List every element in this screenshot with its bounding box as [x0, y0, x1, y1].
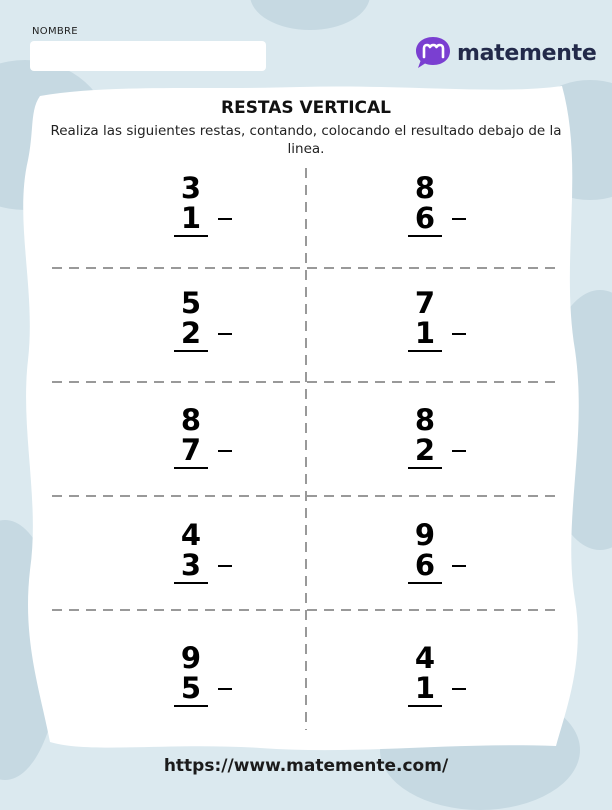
answer-line[interactable]	[408, 467, 442, 469]
minuend: 8	[414, 171, 436, 205]
subtrahend: 2	[414, 433, 436, 467]
minuend: 7	[414, 286, 436, 320]
subtrahend: 5	[180, 671, 202, 705]
minuend: 8	[414, 403, 436, 437]
minuend: 4	[414, 641, 436, 675]
minus-sign-icon	[218, 450, 232, 452]
footer-url[interactable]: https://www.matemente.com/	[163, 756, 449, 776]
answer-line[interactable]	[174, 705, 208, 707]
minuend: 5	[180, 286, 202, 320]
answer-line[interactable]	[408, 582, 442, 584]
answer-line[interactable]	[408, 350, 442, 352]
answer-line[interactable]	[174, 350, 208, 352]
minus-sign-icon	[218, 218, 232, 220]
subtrahend: 1	[180, 201, 202, 235]
minuend: 9	[414, 518, 436, 552]
minuend: 3	[180, 171, 202, 205]
minus-sign-icon	[452, 218, 466, 220]
minus-sign-icon	[218, 333, 232, 335]
minus-sign-icon	[452, 333, 466, 335]
minus-sign-icon	[218, 565, 232, 567]
minuend: 9	[180, 641, 202, 675]
minuend: 4	[180, 518, 202, 552]
answer-line[interactable]	[174, 235, 208, 237]
answer-line[interactable]	[408, 235, 442, 237]
minus-sign-icon	[452, 450, 466, 452]
minus-sign-icon	[218, 688, 232, 690]
subtrahend: 2	[180, 316, 202, 350]
subtrahend: 1	[414, 671, 436, 705]
subtrahend: 6	[414, 201, 436, 235]
subtrahend: 3	[180, 548, 202, 582]
answer-line[interactable]	[174, 582, 208, 584]
name-label: NOMBRE	[32, 26, 78, 37]
minus-sign-icon	[452, 565, 466, 567]
minus-sign-icon	[452, 688, 466, 690]
minuend: 8	[180, 403, 202, 437]
subtrahend: 7	[180, 433, 202, 467]
answer-line[interactable]	[408, 705, 442, 707]
subtrahend: 1	[414, 316, 436, 350]
logo-text: matemente	[457, 40, 597, 66]
subtrahend: 6	[414, 548, 436, 582]
answer-line[interactable]	[174, 467, 208, 469]
worksheet-title: RESTAS VERTICAL	[220, 98, 392, 118]
instructions: Realiza las siguientes restas, contando, colocando el resultado debajo de la linea.	[50, 123, 562, 157]
